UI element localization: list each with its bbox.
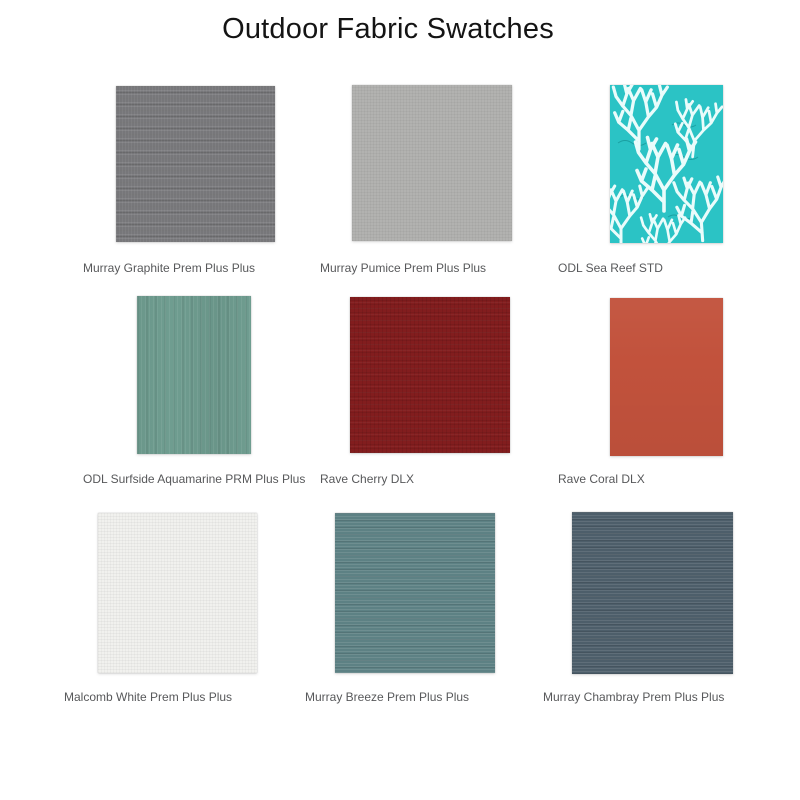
swatch-label-odl-sea-reef: ODL Sea Reef STD — [558, 261, 663, 275]
swatch-label-murray-pumice: Murray Pumice Prem Plus Plus — [320, 261, 487, 275]
fabric-swatch-murray-graphite[interactable] — [116, 86, 275, 242]
fabric-swatch-odl-sea-reef[interactable] — [610, 85, 723, 243]
page-title: Outdoor Fabric Swatches — [222, 13, 554, 45]
coral-pattern-graphic — [610, 85, 723, 243]
swatch-label-murray-chambray: Murray Chambray Prem Plus Plus — [543, 690, 725, 704]
fabric-swatch-malcomb-white[interactable] — [98, 513, 257, 673]
swatch-label-odl-surfside-aquamarine: ODL Surfside Aquamarine PRM Plus Plus — [83, 472, 306, 486]
fabric-swatch-murray-chambray[interactable] — [572, 512, 733, 674]
swatch-label-murray-graphite: Murray Graphite Prem Plus Plus — [83, 261, 256, 275]
swatch-label-rave-coral: Rave Coral DLX — [558, 472, 645, 486]
fabric-swatch-murray-pumice[interactable] — [352, 85, 512, 241]
fabric-swatch-rave-cherry[interactable] — [350, 297, 510, 453]
swatch-label-murray-breeze: Murray Breeze Prem Plus Plus — [305, 690, 470, 704]
swatch-label-malcomb-white: Malcomb White Prem Plus Plus — [64, 690, 233, 704]
fabric-swatch-odl-surfside-aquamarine[interactable] — [137, 296, 251, 454]
fabric-swatch-rave-coral[interactable] — [610, 298, 723, 456]
swatch-label-rave-cherry: Rave Cherry DLX — [320, 472, 415, 486]
fabric-swatch-murray-breeze[interactable] — [335, 513, 495, 673]
